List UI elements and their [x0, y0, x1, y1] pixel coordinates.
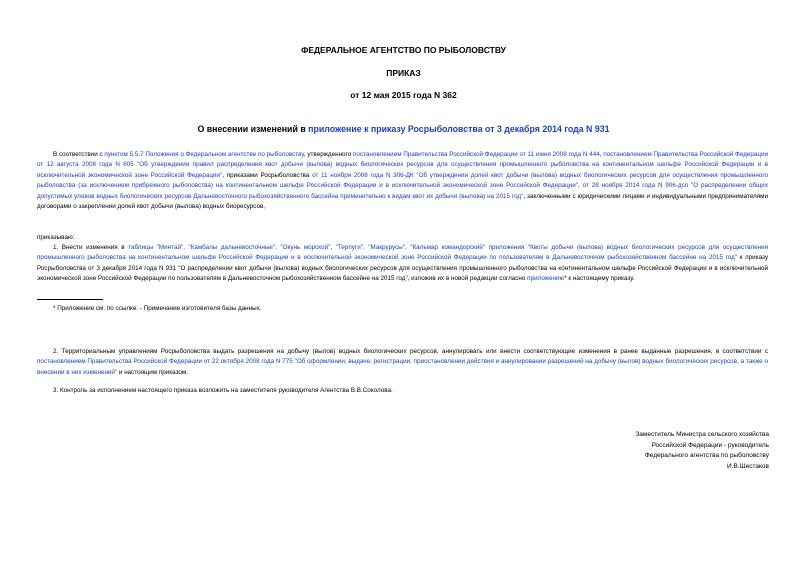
preamble-text-4: , приказами Росрыболовства	[222, 171, 313, 179]
order-word: приказываю:	[37, 234, 75, 241]
item-1-text-3: * к настоящему приказу.	[564, 275, 635, 283]
preamble-link-2[interactable]: постановлением Правительства Российской Федерации от 11 июня 2008 года N 444	[352, 151, 600, 158]
preamble-paragraph	[37, 150, 768, 212]
subject-prefix: О внесении изменений в	[197, 124, 309, 134]
signature-line-3: Федерального агентства по рыболовству	[644, 452, 769, 460]
document-date-number: от 12 мая 2015 года N 362	[350, 90, 457, 100]
preamble-link-4[interactable]: от 11 ноября 2008 года N 306-ДК "Об утверждении долей квот добычи (вылова) водных биологических ресурсов для осуществления промышленного рыболовства (за исключением прибрежного рыболовства) на континентальном шельфе Российской Федерации и в исключительной экономической зоне Российской Федерации"	[37, 171, 768, 190]
preamble-text-2: , утвержденного	[303, 151, 353, 158]
item-1-link-tables[interactable]: таблицы "Минтай", "Камбалы дальневосточные", "Окунь морской", "Терпуги", "Макрурусы", "Кальмар командорский" приложения "Квоты добычи (вылова) водных биологических ресурсов для осуществления промышленного рыболовства на континентальном шельфе Российской Федерации и в исключительной экономической зоне Российской Федерации по пользователям в Дальневосточном рыбохозяйственном бассейне на 2015 год"	[37, 244, 768, 262]
signature-line-2: Российской Федерации - руководитель	[651, 441, 769, 449]
item-1-link-appendix[interactable]: приложению	[527, 275, 565, 283]
item-1-text-1: 1. Внести изменения в	[53, 244, 129, 251]
preamble-text-1: В соответствии с	[53, 151, 105, 158]
footnote: * Приложение см. по ссылке. - Примечание изготовителя базы данных.	[53, 305, 262, 312]
item-1-text-2: к приказу Росрыболовства от 3 декабря 2014 года N 931 "О распределении квот добычи (вылова) водных биологических ресурсов для осуществления промышленного рыболовства на континентальном шельфе Российской Федерации и в исключительной экономической зоне Российской Федерации по пользователям в Дальневосточном рыбохозяйственном бассейне на 2015 год", изложив их в новой редакции согласно	[37, 254, 768, 283]
preamble-text-3: ,	[599, 151, 604, 158]
preamble-link-5[interactable]: от 28 ноября 2014 года N 906-дсп "О распределении общих допустимых уловов водных биологических ресурсов Дальневосточного рыбохозяйственного бассейна применительно к видам квот их добычи (вылова) на 2015 год"	[37, 182, 768, 200]
preamble-text-6: , заключенными с юридическими лицами и индивидуальными предпринимателями договорами о закреплении долей квот добычи (вылова) водных биоресурсов,	[37, 192, 768, 211]
agency-heading: ФЕДЕРАЛЬНОЕ АГЕНТСТВО ПО РЫБОЛОВСТВУ	[301, 45, 506, 55]
preamble-link-3[interactable]: постановлением Правительства Российской Федерации от 12 августа 2008 года N 605 "Об утверждении правил распределения квот добычи (вылова) водных биологических ресурсов для осуществления промышленного рыболовства на континентальном шельфе Российской Федерации и в исключительной экономической зоне Российской Федерации"	[37, 151, 769, 179]
signature-name: И.В.Шестаков	[727, 462, 769, 470]
item-2-paragraph	[37, 347, 768, 378]
item-3-paragraph: 3. Контроль за исполнением настоящего приказа возложить на заместителя руководителя Агентства В.В.Соколова.	[53, 387, 393, 394]
item-2-text-1: 2. Территориальным управлениям Росрыболовства выдать разрешения на добычу (вылов) водных биологических ресурсов, аннулировать или внести соответствующие изменения в ранее выданные разрешения, в соответствии с	[53, 348, 768, 355]
preamble-text-5: ,	[577, 182, 583, 190]
document-subject	[0, 124, 807, 134]
item-2-text-2: и настоящим приказом.	[117, 368, 188, 376]
subject-link[interactable]: приложение к приказу Росрыболовства от 3 декабря 2014 года N 931	[308, 124, 610, 134]
signature-block	[549, 430, 769, 472]
preamble-link-1[interactable]: пунктом 5.5.7 Положения о Федеральном агентстве по рыболовству	[104, 151, 304, 158]
footnote-divider	[37, 299, 103, 300]
document-type: ПРИКАЗ	[386, 68, 421, 78]
item-2-link[interactable]: постановлением Правительства Российской Федерации от 22 октября 2008 года N 775 "Об оформлении, выдаче, регистрации, приостановлении действия и аннулировании разрешений на добычу (вылов) водных биологических ресурсов, а также о внесении в них изменений"	[37, 358, 768, 376]
item-1-paragraph	[37, 243, 768, 285]
signature-line-1: Заместитель Министра сельского хозяйства	[635, 431, 769, 438]
